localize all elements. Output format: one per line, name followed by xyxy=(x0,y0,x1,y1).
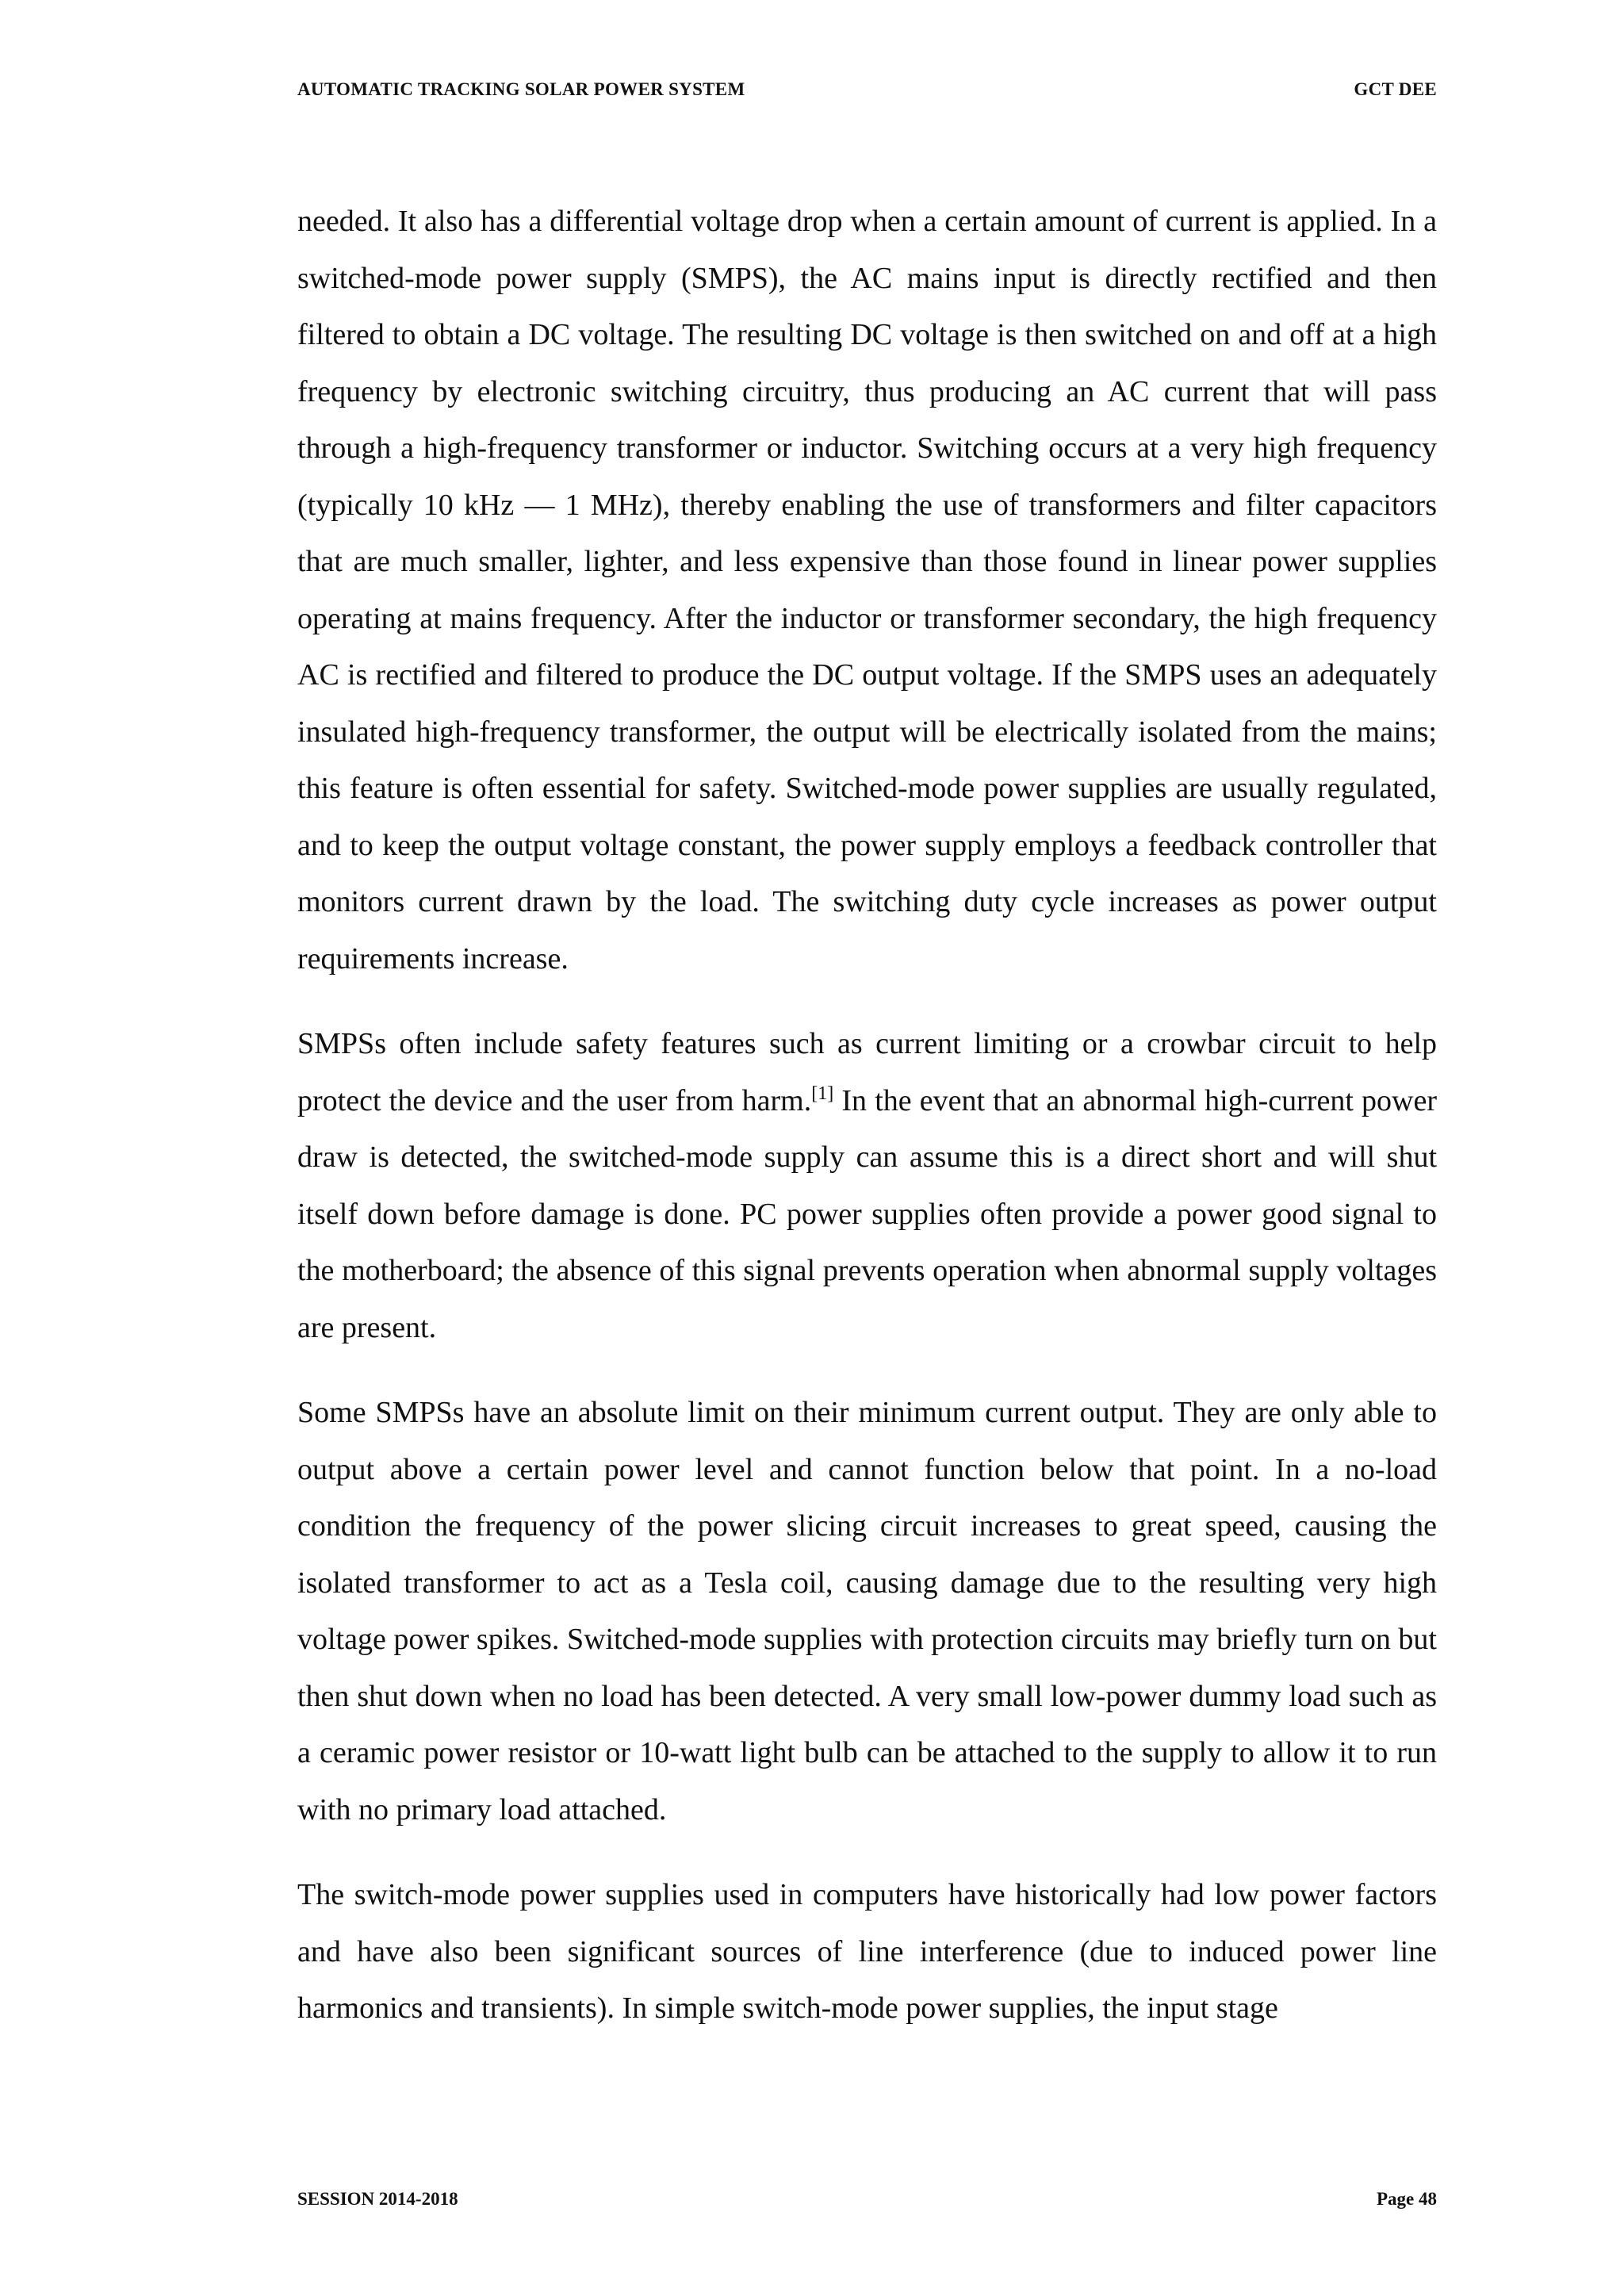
header-department: GCT DEE xyxy=(1354,79,1437,99)
page-number: Page 48 xyxy=(1376,2189,1437,2209)
citation-reference[interactable]: [1] xyxy=(811,1083,834,1104)
paragraph-4: The switch-mode power supplies used in computers have historically had low power factors and have also been significant sources of line interference (due to induced power line harmonics and transients). In simple switch-mode power supplies, the input stage xyxy=(297,1878,1437,2025)
paragraph-2-text-before: SMPSs often include safety features such as current limiting or a crowbar circuit to help protect the device and the user from harm. xyxy=(297,1027,1437,1117)
header-title: AUTOMATIC TRACKING SOLAR POWER SYSTEM xyxy=(297,79,745,99)
paragraph-3: Some SMPSs have an absolute limit on their minimum current output. They are only able to output above a certain power level and cannot function below that point. In a no-load condition the frequency of the power slicing circuit increases to great speed, causing the isolated transformer to act as a Tesla coil, causing damage due to the resulting very high voltage power spikes. Switched-mode supplies with protection circuits may briefly turn on but then shut down when no load has been detected. A very small low-power dummy load such as a ceramic power resistor or 10-watt light bulb can be attached to the supply to allow it to run with no primary load attached. xyxy=(297,1396,1437,1826)
paragraph-1: needed. It also has a differential voltage drop when a certain amount of current is applied. In a switched-mode power supply (SMPS), the AC mains input is directly rectified and then filtered to obtain a DC voltage. The resulting DC voltage is then switched on and off at a high frequency by electronic switching circuitry, thus producing an AC current that will pass through a high-frequency transformer or inductor. Switching occurs at a very high frequency (typically 10 kHz — 1 MHz), thereby enabling the use of transformers and filter capacitors that are much smaller, lighter, and less expensive than those found in linear power supplies operating at mains frequency. After the inductor or transformer secondary, the high frequency AC is rectified and filtered to produce the DC output voltage. If the SMPS uses an adequately insulated high-frequency transformer, the output will be electrically isolated from the mains; this feature is often essential for safety. Switched-mode power supplies are usually regulated, and to keep the output voltage constant, the power supply employs a feedback controller that monitors current drawn by the load. The switching duty cycle increases as power output requirements increase. xyxy=(297,205,1437,976)
footer-session: SESSION 2014-2018 xyxy=(297,2189,458,2209)
page-footer xyxy=(297,2189,1437,2210)
page-header xyxy=(297,79,1437,100)
paragraph-2-text-after: In the event that an abnormal high-current power draw is detected, the switched-mode supply can assume this is a direct short and will shut itself down before damage is done. PC power supplies often provide a power good signal to the motherboard; the absence of this signal prevents operation when abnormal supply voltages are present. xyxy=(297,1083,1438,1344)
paragraph-2 xyxy=(297,1016,1437,1356)
body-text xyxy=(297,194,1437,2066)
